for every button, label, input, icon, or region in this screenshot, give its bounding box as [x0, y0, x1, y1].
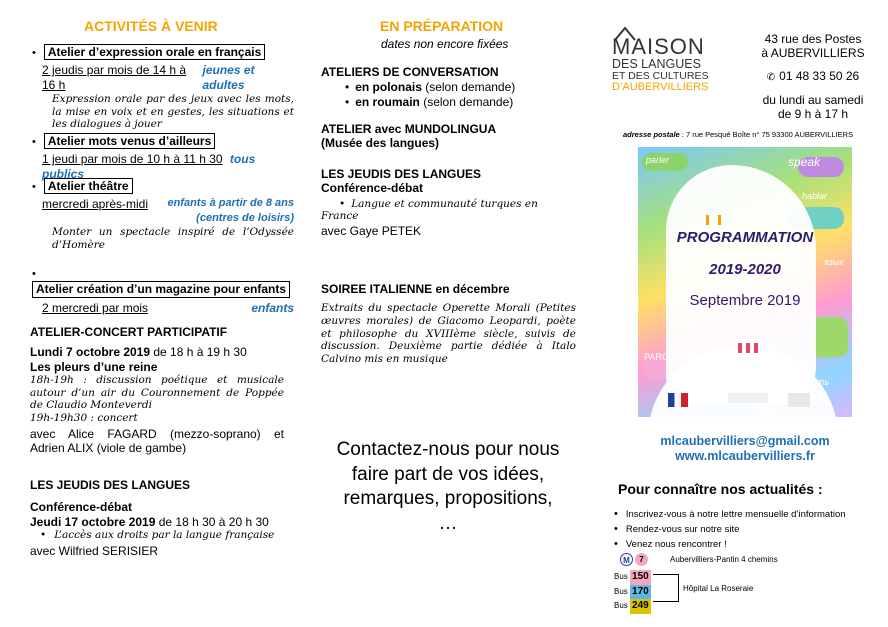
bullet: [614, 539, 626, 550]
bullet: [614, 524, 626, 535]
phone-icon: ✆: [766, 71, 776, 83]
concert-time: de 18 h à 19 h 30: [150, 345, 247, 360]
conversation-section: [321, 65, 581, 109]
bullet: [345, 80, 355, 94]
activity-audience: tous publics: [42, 152, 256, 181]
activity-title: Atelier théâtre: [44, 178, 133, 194]
news-heading-colon: :: [814, 481, 823, 497]
activity-mots-ailleurs: [32, 133, 294, 181]
logo-line-4: D’AUBERVILLIERS: [612, 81, 709, 94]
mundolingua-subheading: (Musée des langues): [321, 136, 440, 151]
jeudis-date: Jeudi 17 octobre 2019: [30, 514, 156, 529]
bullet: [32, 179, 44, 193]
phone-number: 01 48 33 50 26: [779, 68, 860, 83]
activity-schedule: 2 mercredi par mois: [42, 300, 149, 315]
activity-audience: enfants à partir de 8 ans: [167, 197, 294, 210]
bullet: [32, 45, 44, 59]
email-link[interactable]: mlcaubervilliers@gmail.com: [660, 434, 830, 448]
activity-audience: jeunes et adultes: [202, 63, 255, 92]
bullet: [32, 134, 44, 148]
metro-info: [620, 553, 778, 566]
poster-word: hablar: [802, 191, 828, 201]
news-item-text: Venez nous rencontrer !: [625, 538, 727, 550]
jeudis-heading: LES JEUDIS DES LANGUES: [30, 478, 191, 492]
activity-title: Atelier création d’un magazine pour enfants: [32, 281, 290, 297]
jeudis-topic-text: Langue et communauté turques en France: [321, 197, 538, 223]
contact-ellipsis: …: [438, 513, 458, 535]
news-item: [614, 537, 846, 552]
concert-program: 19h-19h30 : concert: [30, 411, 138, 424]
jeudis-heading: LES JEUDIS DES LANGUES: [321, 167, 482, 181]
poster-year: 2019-2020: [709, 261, 781, 278]
activity-description: Expression orale par des jeux avec les mots, la mise en voix et en gestes, les situations et les dialogues à jouer: [52, 93, 294, 131]
poster-word: язык: [824, 257, 844, 267]
contact-call: [316, 438, 580, 537]
poster-title: PROGRAMMATION: [676, 229, 814, 246]
soiree-section: [321, 282, 576, 365]
bullet: [32, 266, 44, 280]
bus-line-badge: 249: [630, 599, 651, 614]
concert-performers: avec Alice FAGARD (mezzo-soprano) et: [30, 426, 284, 441]
jeudis-speaker: avec Wilfried SERISIER: [30, 543, 159, 558]
poster-month: Septembre 2019: [689, 292, 801, 309]
bullet: •: [40, 529, 47, 542]
bus-label: Bus: [614, 586, 628, 596]
postal-label: adresse postale: [623, 130, 680, 139]
activity-title: Atelier d’expression orale en français: [44, 44, 265, 60]
contact-links: [640, 434, 850, 464]
concert-title: Les pleurs d’une reine: [30, 359, 158, 374]
jeudis-topic: L’accès aux droits par la langue française: [54, 529, 275, 542]
poster-accent: [738, 343, 742, 353]
activity-magazine: [32, 266, 294, 315]
conversation-note: (selon demande): [419, 94, 514, 109]
activity-description: Monter un spectacle inspiré de l’Odyssée d’Homère: [52, 225, 294, 251]
poster-accent: [754, 343, 758, 353]
conversation-note: (selon demande): [421, 80, 516, 95]
jeudis-section: [30, 478, 284, 558]
logo-maison: MAISON: [612, 34, 705, 59]
activity-title: Atelier mots venus d’ailleurs: [44, 133, 215, 149]
address-street: 43 rue des Postes: [764, 32, 862, 46]
news-item-text: Inscrivez-vous à notre lettre mensuelle d’information: [625, 509, 846, 520]
middle-subheading: dates non encore fixées: [381, 37, 509, 51]
jeudis-speaker: avec Gaye PETEK: [321, 223, 422, 238]
left-heading: ACTIVITÉS À VENIR: [84, 18, 218, 34]
bullet: [614, 509, 626, 520]
logo-line-2: DES LANGUES: [612, 57, 701, 71]
activity-audience: enfants: [251, 300, 294, 315]
bus-label: Bus: [614, 601, 628, 610]
news-heading-text: Pour connaître nos actualités: [618, 481, 815, 497]
bus-info: [614, 570, 651, 614]
activity-schedule: 1 jeudi par mois de 10 h à 11 h 30: [42, 152, 223, 167]
poster-word: speak: [788, 155, 821, 169]
conversation-item: [345, 95, 581, 109]
activity-schedule: mercredi après-midi: [42, 197, 149, 212]
conversation-language: en roumain: [355, 94, 420, 109]
bullet: [345, 95, 355, 109]
poster-partner-logo: [728, 393, 768, 403]
bus-label: Bus: [614, 572, 628, 581]
jeudis-time: de 18 h 30 à 20 h 30: [155, 514, 269, 529]
postal-address: [623, 130, 853, 139]
logo-line-3: ET DES CULTURES: [612, 70, 709, 83]
mundolingua-section: [321, 122, 496, 151]
news-item: [614, 522, 846, 537]
news-item: [614, 507, 846, 522]
conversation-heading: ATELIERS DE CONVERSATION: [321, 65, 499, 79]
metro-line-badge: 7: [635, 553, 648, 566]
poster-partner-logo: [668, 393, 688, 407]
bus-stop: Hôpital La Roseraie: [683, 584, 754, 593]
poster-word: parler: [646, 155, 670, 165]
soiree-description: Extraits du spectacle Operette Morali (Petites œuvres morales) de Giacomo Leopardi, poète et philosophe du XVIIIème siècle, suivis de discussion. Deuxième partie dédiée à Italo Calvino mis en musique: [321, 302, 576, 365]
conversation-language: en polonais: [355, 80, 422, 95]
news-list: [614, 507, 846, 552]
poster-partner-logo: [788, 393, 810, 407]
soiree-heading: SOIREE ITALIENNE: [321, 282, 433, 296]
conversation-item: [345, 80, 581, 94]
metro-icon: M: [620, 553, 633, 566]
poster-word: говорить: [788, 377, 830, 387]
concert-performers-2: Adrien ALIX (viole de gambe): [30, 440, 187, 455]
concert-date: Lundi 7 octobre 2019: [30, 345, 151, 360]
concert-heading: ATELIER-CONCERT PARTICIPATIF: [30, 325, 228, 339]
soiree-when: en décembre: [432, 282, 510, 296]
news-item-text: Rendez-vous sur notre site: [625, 523, 740, 535]
opening-hours: de 9 h à 17 h: [777, 107, 849, 122]
concert-section: [30, 325, 284, 455]
website-link[interactable]: www.mlcaubervilliers.fr: [675, 449, 815, 463]
middle-heading: EN PRÉPARATION: [380, 18, 504, 34]
activity-expression-orale: [32, 44, 294, 131]
house-icon: [614, 26, 636, 56]
address-city: à AUBERVILLIERS: [761, 46, 865, 61]
bullet: •: [339, 197, 346, 210]
opening-days: du lundi au samedi: [762, 92, 864, 107]
news-heading: [618, 481, 823, 498]
jeudis-middle-section: [321, 167, 576, 238]
activity-theatre: [32, 178, 294, 251]
bus-line-badge: 170: [630, 585, 651, 600]
activity-schedule: 2 jeudis par mois de 14 h à 16 h: [42, 63, 187, 92]
bus-line-badge: 150: [630, 570, 651, 585]
poster-word: PAROLADO: [644, 352, 694, 362]
mundolingua-heading: ATELIER avec MUNDOLINGUA: [321, 122, 497, 136]
poster-accent: [706, 215, 709, 225]
activity-audience-note: (centres de loisirs): [196, 211, 294, 224]
poster-accent: [718, 215, 721, 225]
concert-description: 18h-19h : discussion poétique et musicale autour d’un air du Couronnement de Poppée de Claudio Monteverdi: [30, 374, 284, 412]
logo: [612, 26, 732, 94]
contact-text: Contactez-nous pour nous faire part de vos idées, remarques, propositions,: [336, 439, 560, 510]
metro-station: Aubervilliers-Pantin 4 chemins: [670, 554, 778, 564]
jeudis-subheading: Conférence-débat: [30, 500, 133, 515]
postal-value: : 7 rue Pesqué Boîte n° 75 93300 AUBERVILLIERS: [679, 130, 854, 139]
address-block: [752, 32, 874, 122]
jeudis-subheading: Conférence-débat: [321, 181, 424, 196]
bus-bracket: [653, 574, 679, 602]
poster-accent: [746, 343, 750, 353]
jeudis-topic: [321, 198, 576, 223]
jeudis-topic-row: [40, 529, 284, 542]
programme-poster: [638, 147, 852, 417]
